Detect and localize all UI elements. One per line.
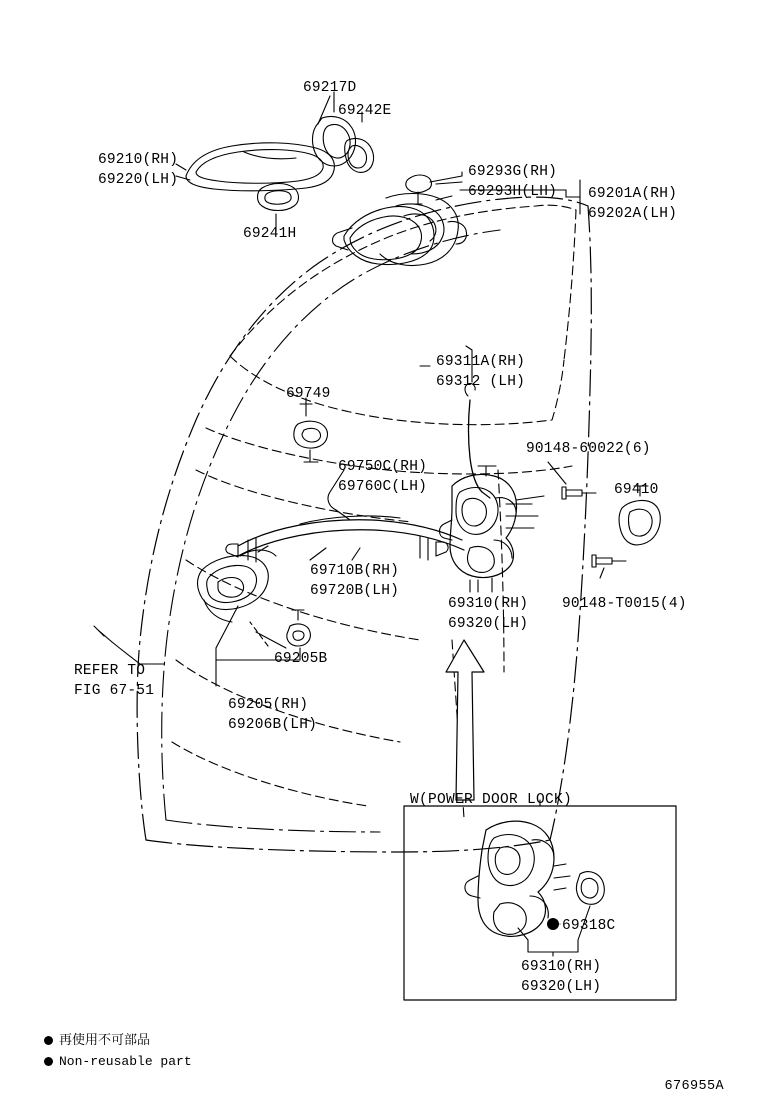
- label-69710b-rh: 69710B(RH): [310, 563, 400, 579]
- label-inset-69310-rh: 69310(RH): [521, 959, 602, 975]
- label-69242e: 69242E: [338, 103, 392, 119]
- label-69241h: 69241H: [243, 226, 297, 242]
- refer-to-line1: REFER TO: [74, 663, 146, 679]
- label-69318c: 69318C: [562, 918, 616, 934]
- label-69312-lh: 69312 (LH): [436, 374, 526, 390]
- label-69205-rh: 69205(RH): [228, 697, 309, 713]
- label-69293g-rh: 69293G(RH): [468, 164, 558, 180]
- legend-text-en: Non-reusable part: [59, 1054, 192, 1069]
- label-69293h-lh: 69293H(LH): [468, 184, 558, 200]
- legend-row-jp: [44, 1030, 192, 1051]
- label-69410: 69410: [614, 482, 659, 498]
- label-69720b-lh: 69720B(LH): [310, 583, 400, 599]
- label-69206b-lh: 69206B(LH): [228, 717, 318, 733]
- legend: [44, 1030, 192, 1072]
- label-69217d: 69217D: [303, 80, 357, 96]
- label-69750c-rh: 69750C(RH): [338, 459, 428, 475]
- label-69310-rh: 69310(RH): [448, 596, 529, 612]
- label-69201a-rh: 69201A(RH): [588, 186, 678, 202]
- label-69205b: 69205B: [274, 651, 328, 667]
- label-69210-rh: 69210(RH): [98, 152, 179, 168]
- label-69320-lh: 69320(LH): [448, 616, 529, 632]
- non-reusable-dot-icon-2: [44, 1057, 53, 1066]
- label-69760c-lh: 69760C(LH): [338, 479, 428, 495]
- inset-title: W(POWER DOOR LOCK): [410, 792, 573, 808]
- legend-text-jp: 再使用不可部品: [59, 1033, 151, 1048]
- label-69749: 69749: [286, 386, 331, 402]
- legend-row-en: [44, 1051, 192, 1072]
- non-reusable-dot-icon: [44, 1036, 53, 1045]
- label-69311a-rh: 69311A(RH): [436, 354, 526, 370]
- label-inset-69320-lh: 69320(LH): [521, 979, 602, 995]
- label-90148-60022: 90148-60022(6): [526, 441, 651, 457]
- refer-to-line2: FIG 67-51: [74, 683, 155, 699]
- label-90148-t0015: 90148-T0015(4): [562, 596, 687, 612]
- figure-code: 676955A: [664, 1079, 724, 1094]
- label-69202a-lh: 69202A(LH): [588, 206, 678, 222]
- label-69220-lh: 69220(LH): [98, 172, 179, 188]
